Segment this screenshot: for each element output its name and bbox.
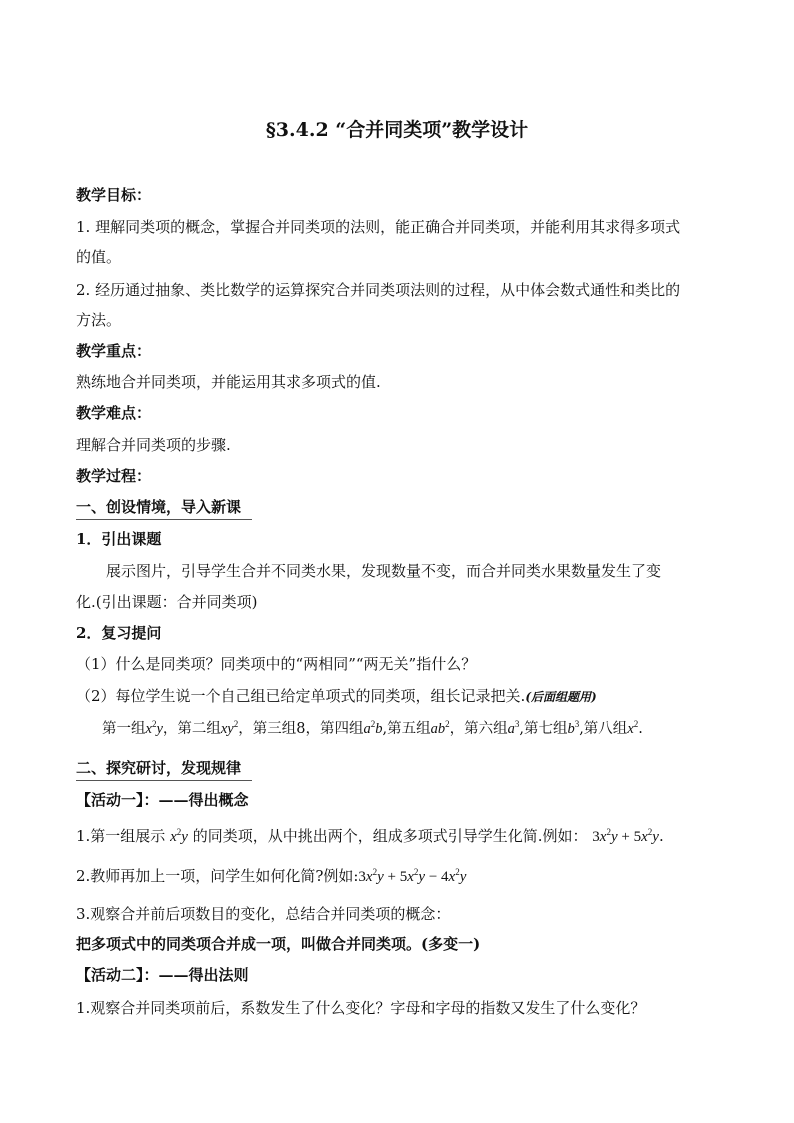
group-1-term: $x^2y$: [145, 719, 163, 737]
difficulty-heading: 教学难点：: [76, 404, 152, 422]
key-point-heading: 教学重点：: [76, 342, 152, 360]
section-1-heading: 一、创设情境，导入新课: [76, 498, 242, 516]
objective-2-line-1: 2. 经历通过抽象、类比数学的运算探究合并同类项法则的过程，从中体会数式通性和类比的: [76, 281, 681, 299]
step-2-example: $3x^2y + 5x^2y - 4x^2y$: [358, 867, 467, 885]
key-point-text: 熟练地合并同类项，并能运用其求多项式的值.: [76, 373, 381, 391]
group-3-4-label: ，第三组8，第四组: [238, 721, 364, 737]
section-1-para-line-2: 化.(引出课题：合并同类项): [76, 593, 258, 611]
group-5-term: $ab^2$: [430, 719, 450, 737]
activity-1-step-2: [76, 866, 466, 887]
group-6-label: ，第六组: [449, 721, 508, 737]
group-7-term: $b^3$: [567, 719, 580, 737]
objectives-heading: 教学目标：: [76, 186, 152, 204]
question-2: [76, 686, 597, 707]
group-2-label: ，第二组: [162, 721, 221, 737]
group-monomials: [102, 719, 643, 739]
group-8-term: $x^2$: [627, 719, 639, 737]
section-1-para-line-1: 展示图片，引导学生合并不同类水果，发现数量不变，而合并同类水果数量发生了变: [106, 562, 662, 580]
activity-1-step-3: 3.观察合并前后项数目的变化，总结合并同类项的概念：: [76, 905, 451, 923]
question-2-note: (后面组题用): [525, 690, 597, 704]
activity-1-heading: 【活动一】：——得出概念: [76, 791, 249, 809]
group-4-term: $a^2b$: [363, 719, 383, 737]
activity-1-step-1: [76, 826, 664, 847]
step-1-term: $x^2y$: [170, 827, 188, 845]
step-2-text: 2.教师再加上一项，问学生如何化简?例如:: [76, 867, 359, 885]
objective-1-line-1: 1. 理解同类项的概念，掌握合并同类项的法则，能正确合并同类项，并能利用其求得多项式: [76, 218, 681, 236]
objective-1-line-2: 的值。: [76, 248, 122, 266]
difficulty-text: 理解合并同类项的步骤.: [76, 436, 231, 454]
group-6-term: $a^3$: [507, 719, 520, 737]
step-1-end: .: [658, 827, 664, 845]
section-1-sub-1: 1．引出课题: [76, 530, 162, 548]
group-1-label: 第一组: [102, 721, 146, 737]
group-8-label: ,第八组: [579, 721, 628, 737]
process-heading: 教学过程：: [76, 467, 152, 485]
activity-2-heading: 【活动二】：——得出法则: [76, 966, 249, 984]
step-1-example: $3x^2y + 5x^2y$: [592, 827, 659, 845]
section-2-heading: 二、探究研讨，发现规律: [76, 759, 242, 777]
group-5-label: ,第五组: [382, 721, 431, 737]
group-2-term: $xy^2$: [220, 719, 239, 737]
section-2-underline: [76, 780, 252, 781]
objective-2-line-2: 方法。: [76, 311, 122, 329]
step-1-prefix: 1.第一组展示: [76, 827, 166, 845]
group-end: .: [638, 721, 643, 737]
definition: 把多项式中的同类项合并成一项，叫做合并同类项。(多变一): [76, 935, 481, 953]
step-1-middle: 的同类项，从中挑出两个，组成多项式引导学生化简.例如：: [192, 827, 588, 845]
page-title: §3.4.2 “合并同类项”教学设计: [265, 119, 529, 141]
section-1-sub-2: 2．复习提问: [76, 624, 162, 642]
question-2-text: （2）每位学生说一个自己组已给定单项式的同类项，组长记录把关.: [76, 687, 526, 705]
question-1: （1）什么是同类项？同类项中的“两相同”“两无关”指什么？: [76, 655, 477, 673]
activity-2-step-1: 1.观察合并同类项前后，系数发生了什么变化？字母和字母的指数又发生了什么变化？: [76, 999, 646, 1017]
section-1-underline: [76, 519, 252, 520]
group-7-label: ,第七组: [519, 721, 568, 737]
